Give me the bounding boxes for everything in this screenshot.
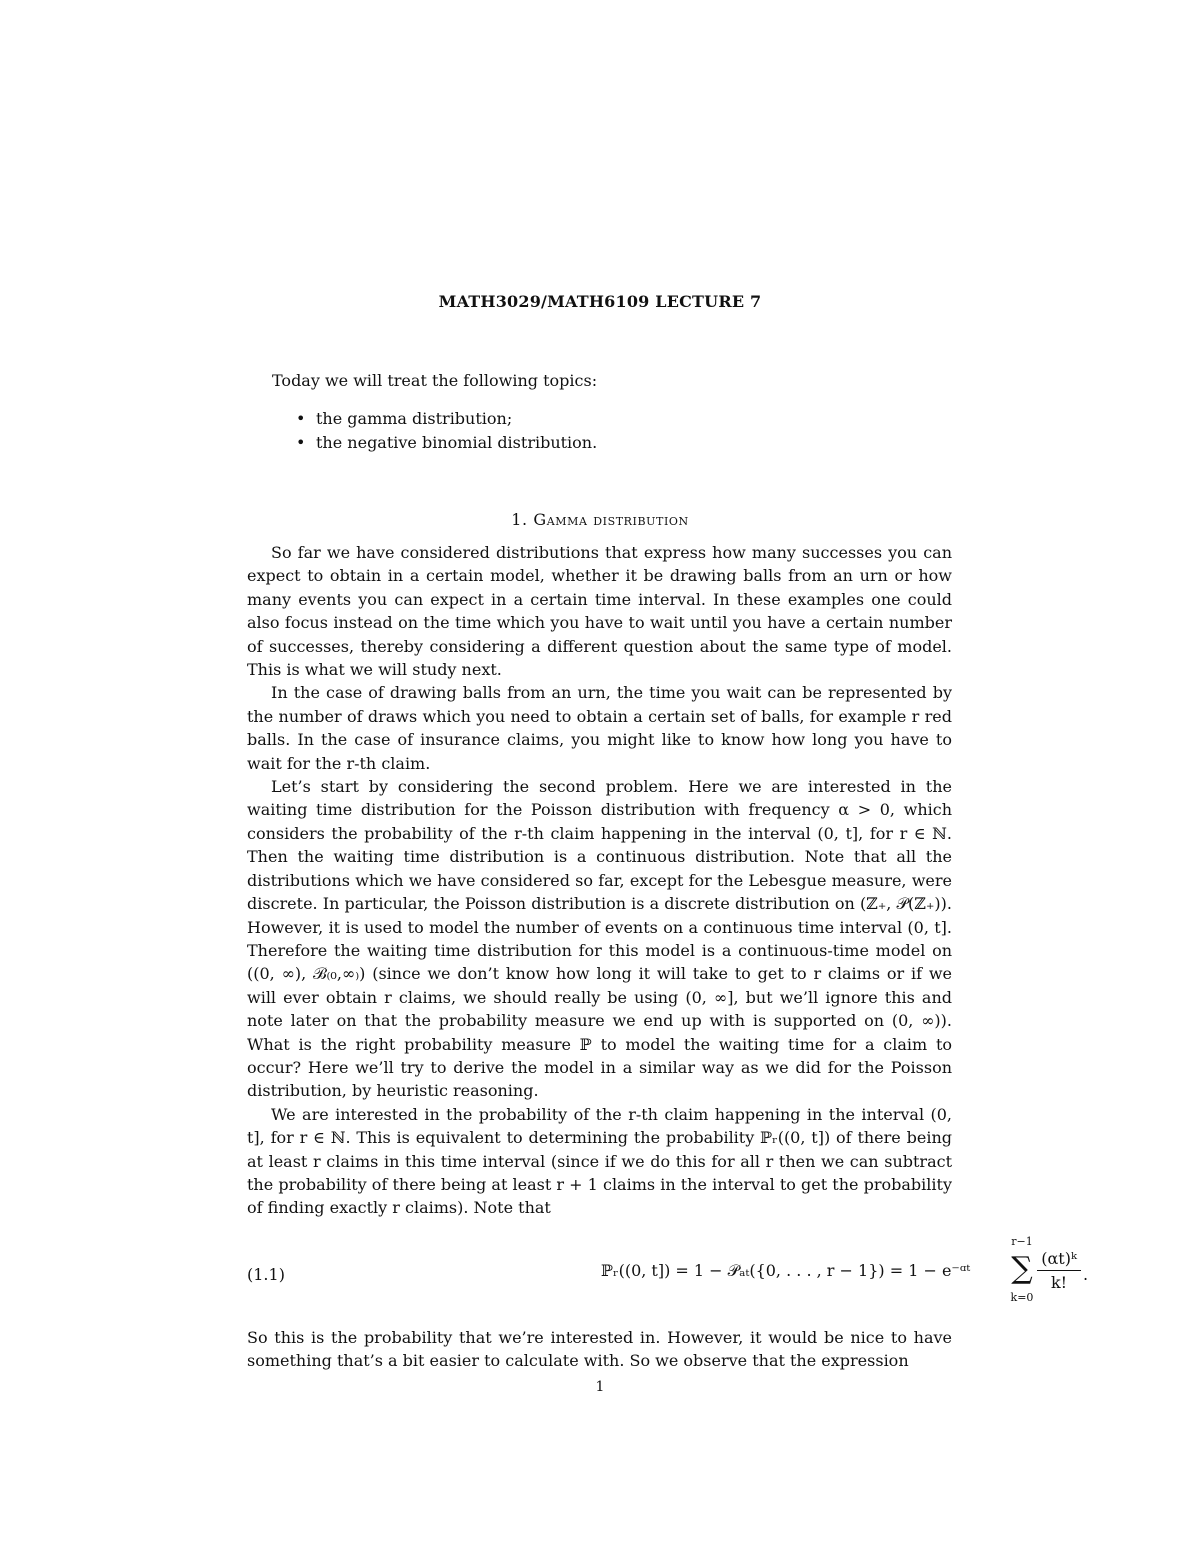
sum-upper-limit: r−1 — [1011, 1235, 1033, 1248]
sum-icon: ∑ — [1011, 1251, 1033, 1286]
bullet-icon: • — [296, 409, 306, 428]
intro-text: Today we will treat the following topics: — [272, 371, 598, 390]
bullet-icon: • — [296, 433, 306, 452]
paragraph: We are interested in the probability of the r-th claim happening in the interval (0, t], for r ∈ ℕ. This is equivalent to determining the probability ℙᵣ((0, t]) of there being at least r claims in this time interval (since if we do this for all r then we can subtract the probability of there being at least r + 1 claims in the interval to get the probability of finding exactly r claims). Note that — [247, 1104, 952, 1218]
topic-negative-binomial: the negative binomial distribution. — [316, 433, 598, 452]
paragraph: In the case of drawing balls from an urn, the time you wait can be represented by the number of draws which you need to obtain a certain set of balls, for example r red balls. In the case of insurance claims, you might like to know how long you have to wait for the r-th claim. — [247, 683, 952, 773]
paragraph: So far we have considered distributions that express how many successes you can expect to obtain in a certain model, whether it be drawing balls from an urn or how many events you can expect in a certain time interval. In these examples one could also focus instead on the time which you have to wait until you have a certain number of successes, thereby considering a different question about the same type of model. This is what we will study next. — [247, 543, 952, 680]
following-text — [247, 1326, 952, 1373]
topic-gamma: the gamma distribution; — [316, 409, 513, 428]
equation-period: . — [1083, 1265, 1089, 1284]
section-body — [247, 541, 952, 1220]
paragraph: So this is the probability that we’re interested in. However, it would be nice to have something that’s a bit easier to calculate with. So we observe that the expression — [247, 1328, 952, 1371]
section-heading: 1. Gamma distribution — [511, 510, 689, 529]
list-item — [296, 407, 597, 431]
equation-main: ℙᵣ((0, t]) = 1 − 𝒫ₐₜ({0, . . . , r − 1}) = 1 − e⁻ᵅᵗ — [601, 1261, 971, 1280]
list-item — [296, 431, 597, 455]
page-number: 1 — [595, 1379, 605, 1395]
sum-lower-limit: k=0 — [1010, 1291, 1034, 1304]
equation-1-1 — [247, 1235, 1089, 1315]
lecture-title: MATH3029/MATH6109 LECTURE 7 — [438, 292, 762, 311]
summation — [1005, 1235, 1039, 1315]
fraction — [1037, 1249, 1081, 1292]
denominator: k! — [1050, 1273, 1068, 1292]
numerator: (αt)ᵏ — [1037, 1249, 1081, 1271]
equation-number: (1.1) — [247, 1265, 285, 1284]
paragraph: Let’s start by considering the second problem. Here we are interested in the waiting time distribution for the Poisson distribution with frequency α > 0, which considers the probability of the r-th claim happening in the interval (0, t], for r ∈ ℕ. Then the waiting time distribution is a continuous distribution. Note that all the distributions which we have considered so far, except for the Lebesgue measure, were discrete. In particular, the Poisson distribution is a discrete distribution on (ℤ₊, 𝒫(ℤ₊)). However, it is used to model the number of events on a continuous time interval (0, t]. Therefore the waiting time distribution for this model is a continuous-time model on ((0, ∞), ℬ₍₀,∞₎) (since we don’t know how long it will take to get to r claims or if we will ever obtain r claims, we should really be using (0, ∞], but we’ll ignore this and note later on that the probability measure we end up with is supported on (0, ∞)). What is the right probability measure ℙ to model the waiting time for a claim to occur? Here we’ll try to derive the model in a similar way as we did for the Poisson distribution, by heuristic reasoning. — [247, 777, 952, 1101]
topic-list — [296, 407, 597, 455]
